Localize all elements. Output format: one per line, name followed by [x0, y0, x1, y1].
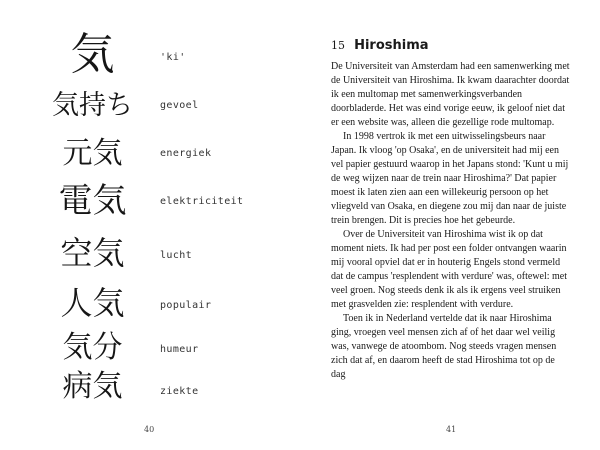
- gloss-energiek: energiek: [160, 148, 212, 159]
- chapter-heading: [331, 34, 429, 53]
- gloss-ki: 'ki': [160, 52, 186, 63]
- kanji-ninki: 人気: [60, 284, 125, 322]
- gloss-lucht: lucht: [160, 250, 193, 261]
- gloss-elektriciteit: elektriciteit: [160, 196, 244, 207]
- chapter-body: [331, 60, 571, 416]
- chapter-title: Hiroshima: [354, 38, 429, 53]
- kanji-kuuki: 空気: [60, 234, 125, 272]
- paragraph: In 1998 vertrok ik met een uitwisselingsbeurs naar Japan. Ik vloog 'op Osaka', en de universiteit had mij een vel papier gestuurd waarop in het Japans stond: 'Kunt u mij de weg wijzen naar de trein naar Hiroshima?' Dat papier moest ik laten zien aan een willekeurig persoon op het vliegveld van Osaka, en diegene zou mij dan naar de juiste trein brengen. Dit is precies hoe het gebeurde.: [331, 131, 569, 226]
- gloss-gevoel: gevoel: [160, 100, 199, 111]
- page-number-right: 41: [446, 425, 457, 434]
- gloss-humeur: humeur: [160, 344, 199, 355]
- paragraph: Over de Universiteit van Hiroshima wist ik op dat moment niets. Ik had per post een folder ontvangen waarin mij vooral opviel dat er in houterig Engels stond vermeld dat de campus 'resplendent with verdure' was, oftewel: met veel groen. Nog steeds denk ik als ik ergens veel struiken met grasvelden zie: resplendent with verdure.: [331, 229, 568, 310]
- kanji-genki: 元気: [62, 136, 123, 171]
- kanji-ki: 気: [70, 29, 115, 80]
- kanji-kimochi: 気持ち: [52, 90, 133, 121]
- gloss-populair: populair: [160, 300, 212, 311]
- kanji-denki: 電気: [58, 181, 127, 221]
- kanji-byouki: 病気: [62, 369, 123, 404]
- paragraph: Toen ik in Nederland vertelde dat ik naar Hiroshima ging, vroegen veel mensen zich af of het daar wel veilig was, vanwege de atoombom. Nog steeds vragen mensen zich dat af, en daarom heeft de stad Hiroshima tot op de dag: [331, 313, 557, 380]
- chapter-number: 15: [331, 39, 345, 52]
- paragraph: De Universiteit van Amsterdam had een samenwerking met de Universiteit van Hiroshima. Ik kwam daarachter doordat ik een multomap met samenwerkingsverbanden doorbladerde. Het was eind vorige eeuw, ik geloof niet dat er een website was, alleen die gezellige rode multomap.: [331, 61, 570, 128]
- gloss-ziekte: ziekte: [160, 386, 199, 397]
- page-number-left: 40: [144, 425, 155, 434]
- kanji-kibun: 気分: [62, 330, 123, 365]
